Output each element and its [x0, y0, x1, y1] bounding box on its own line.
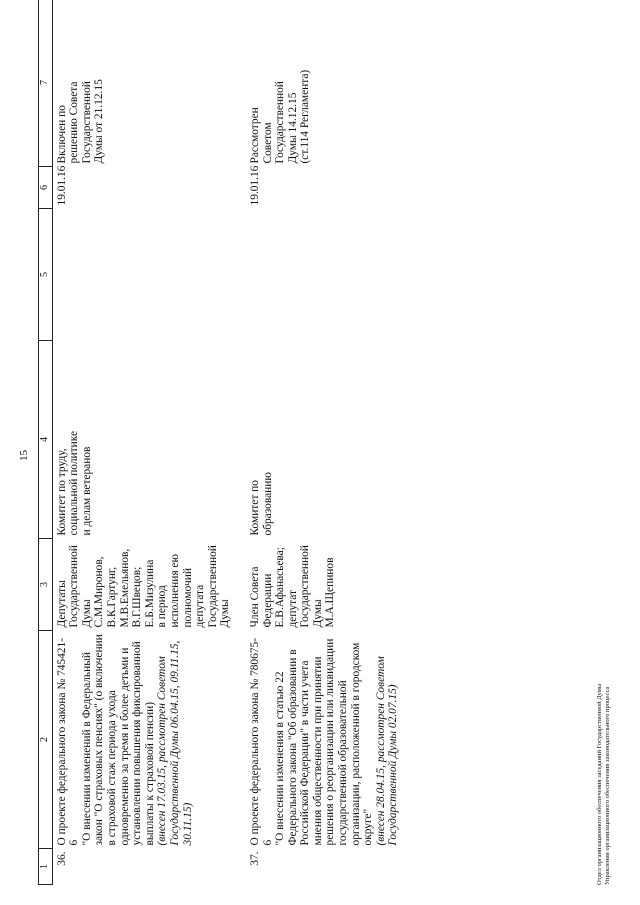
- author-line: М.В.Емельянов,: [118, 548, 131, 628]
- bill-title: О проекте федерального закона № 745421-6: [55, 638, 81, 846]
- author-line: М.А.Щепинов: [324, 557, 337, 628]
- row-number: 36.: [55, 851, 68, 866]
- author-line: Государственной: [299, 545, 312, 628]
- author-line: В.Г.Швецов;: [131, 566, 144, 628]
- column-header: 2: [39, 631, 53, 849]
- committee-line: Комитет по труду,: [55, 448, 68, 536]
- author-line: Думы: [311, 599, 324, 628]
- bill-description: "О внесении изменения в статью 22 Федерального закона "Об образовании в Российской Федерации" в части учета мнения общественности при принятии решения о реорганизации или ликвидации государственной образовательной организации, расположенной в городском округе": [274, 638, 375, 846]
- author-line: В.К.Гартунг,: [105, 566, 118, 628]
- author-line: Государственной: [68, 545, 81, 628]
- column-header: 7: [39, 0, 53, 167]
- column-header: 3: [39, 539, 53, 631]
- column-header: 4: [39, 341, 53, 539]
- column-5-cell: [52, 209, 246, 341]
- committee-cell: [52, 341, 246, 539]
- column-header: 6: [39, 167, 53, 209]
- author-line: Думы: [80, 599, 93, 628]
- authors-cell: [52, 539, 246, 631]
- status-cell: [246, 0, 414, 167]
- bill-note: (внесен 28.04.15, рассмотрен Советом Государственной Думы 02.07.15): [374, 656, 400, 846]
- author-line: депутат: [286, 590, 299, 628]
- column-header: 1: [39, 849, 53, 885]
- author-line: Член Совета: [248, 566, 261, 628]
- status-line: Включен по: [55, 105, 68, 164]
- author-line: в период: [156, 585, 169, 628]
- column-number-row: [39, 0, 53, 885]
- author-line: исполнения ею: [168, 554, 181, 628]
- bill-title: О проекте федерального закона № 780675-6: [248, 638, 274, 846]
- bill-cell: [246, 631, 414, 849]
- authors-cell: [246, 539, 414, 631]
- column-header: 5: [39, 209, 53, 341]
- committee-line: и делам ветеранов: [80, 446, 93, 536]
- bills-table: [38, 0, 414, 885]
- author-line: Е.Б.Мизулина: [143, 559, 156, 628]
- status-cell: [52, 0, 246, 167]
- author-line: Депутаты: [55, 580, 68, 628]
- committee-cell: [246, 341, 414, 539]
- committee-line: образованию: [261, 472, 274, 536]
- page-number: 15: [18, 450, 30, 461]
- table-row: [52, 0, 246, 885]
- author-line: Думы: [219, 599, 232, 628]
- status-line: Рассмотрен: [248, 107, 261, 164]
- author-line: Федерации: [261, 573, 274, 628]
- footer-directorate: Управления организационного обеспечения законодательного процесса: [604, 686, 611, 885]
- bill-cell: [52, 631, 246, 849]
- author-line: депутата: [194, 584, 207, 628]
- date-cell: 19.01.16: [248, 165, 261, 206]
- page-footer: [596, 684, 612, 885]
- author-line: Е.В.Афанасьева;: [274, 547, 287, 628]
- status-line: (ст.114 Регламента): [299, 69, 312, 164]
- author-line: С.М.Миронов,: [93, 556, 106, 628]
- author-line: Государственной: [206, 545, 219, 628]
- row-number: 37.: [248, 851, 261, 866]
- author-line: полномочий: [181, 568, 194, 628]
- table-row: [246, 0, 414, 885]
- date-cell: 19.01.16: [55, 165, 68, 206]
- bill-description: "О внесении изменений в Федеральный закон "О страховых пенсиях" (о включении в страховой стаж периода ухода одновременно за тремя и более детьми и установлении повышения фиксированной выплаты к страховой пенсии): [80, 634, 156, 846]
- committee-line: социальной политике: [68, 430, 81, 536]
- status-line: Государственной: [274, 81, 287, 164]
- status-line: Советом: [261, 122, 274, 164]
- footer-department: Отдел организационного обеспечения заседаний Государственной Думы: [596, 683, 603, 885]
- status-line: решению Совета: [68, 81, 81, 164]
- status-line: Думы 14.12.15: [286, 92, 299, 164]
- bill-note: (внесен 17.03.15, рассмотрен Советом Государственной Думы 06.04.15, 09.11.15, 30.11.15): [156, 640, 194, 846]
- column-5-cell: [246, 209, 414, 341]
- status-line: Думы от 21.12.15: [93, 79, 106, 164]
- status-line: Государственной: [80, 81, 93, 164]
- committee-line: Комитет по: [248, 480, 261, 536]
